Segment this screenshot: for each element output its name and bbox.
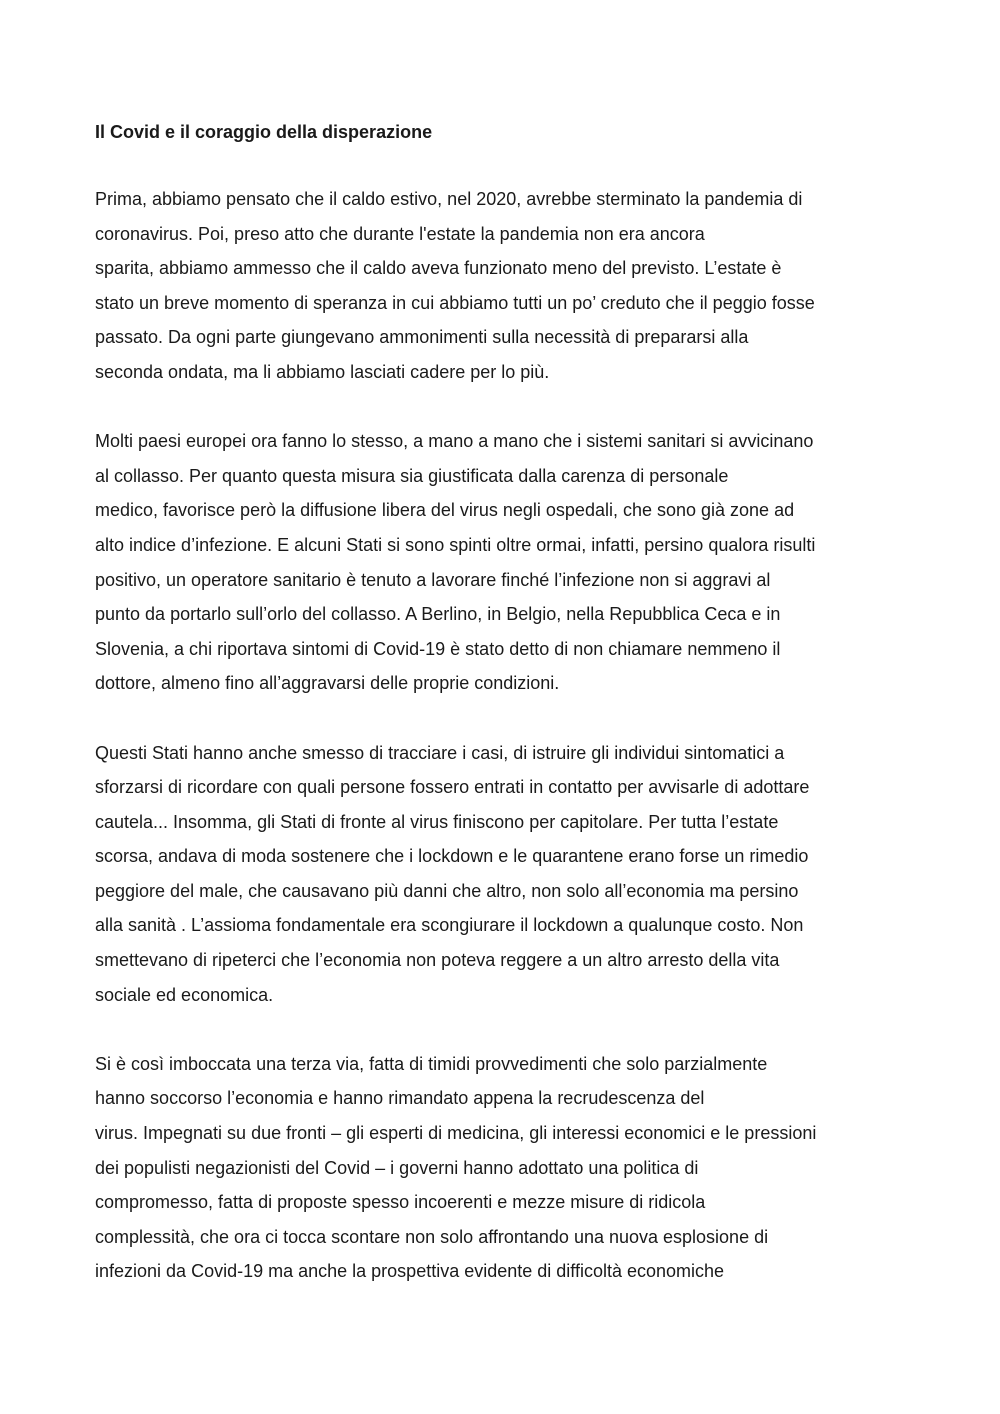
text-line: infezioni da Covid-19 ma anche la prospettiva evidente di difficoltà economiche: [95, 1261, 725, 1282]
text-line: Questi Stati hanno anche smesso di tracciare i casi, di istruire gli individui sintomatici a: [95, 742, 785, 763]
text-line: passato. Da ogni parte giungevano ammonimenti sulla necessità di prepararsi alla: [95, 327, 749, 348]
text-line: scorsa, andava di moda sostenere che i lockdown e le quarantene erano forse un rimedio: [95, 846, 809, 867]
paragraph-2: [95, 424, 915, 701]
paragraph-3: [95, 736, 915, 1013]
paragraph-4: [95, 1047, 915, 1289]
text-line: virus. Impegnati su due fronti – gli esperti di medicina, gli interessi economici e le pressioni: [95, 1123, 817, 1144]
text-line: compromesso, fatta di proposte spesso incoerenti e mezze misure di ridicola: [95, 1192, 706, 1213]
text-line: Molti paesi europei ora fanno lo stesso, a mano a mano che i sistemi sanitari si avvicinano: [95, 431, 814, 452]
text-line: Slovenia, a chi riportava sintomi di Covid-19 è stato detto di non chiamare nemmeno il: [95, 638, 781, 659]
text-line: sforzarsi di ricordare con quali persone fossero entrati in contatto per avvisarle di adottare: [95, 777, 810, 798]
text-line: punto da portarlo sull’orlo del collasso. A Berlino, in Belgio, nella Repubblica Ceca e in: [95, 604, 781, 625]
text-line: stato un breve momento di speranza in cui abbiamo tutti un po’ creduto che il peggio fosse: [95, 292, 815, 313]
text-line: cautela... Insomma, gli Stati di fronte al virus finiscono per capitolare. Per tutta l’estate: [95, 811, 779, 832]
text-line: hanno soccorso l’economia e hanno rimandato appena la recrudescenza del: [95, 1088, 705, 1109]
document-title: Il Covid e il coraggio della disperazione: [95, 122, 433, 142]
text-line: Si è così imboccata una terza via, fatta di timidi provvedimenti che solo parzialmente: [95, 1053, 768, 1074]
text-line: complessità, che ora ci tocca scontare non solo affrontando una nuova esplosione di: [95, 1226, 769, 1247]
text-line: smettevano di ripeterci che l’economia non poteva reggere a un altro arresto della vita: [95, 950, 780, 971]
text-line: sparita, abbiamo ammesso che il caldo aveva funzionato meno del previsto. L’estate è: [95, 258, 782, 279]
text-line: alla sanità . L’assioma fondamentale era scongiurare il lockdown a qualunque costo. Non: [95, 915, 804, 936]
text-line: Prima, abbiamo pensato che il caldo estivo, nel 2020, avrebbe sterminato la pandemia di: [95, 189, 803, 209]
text-line: sociale ed economica.: [95, 984, 274, 1005]
paragraph-1: [95, 182, 915, 390]
document-page: [95, 117, 915, 1324]
text-line: al collasso. Per quanto questa misura sia giustificata dalla carenza di personale: [95, 465, 729, 486]
text-line: positivo, un operatore sanitario è tenuto a lavorare finché l’infezione non si aggravi al: [95, 569, 771, 590]
text-line: dei populisti negazionisti del Covid – i governi hanno adottato una politica di: [95, 1157, 699, 1178]
text-line: seconda ondata, ma li abbiamo lasciati cadere per lo più.: [95, 361, 550, 382]
text-line: medico, favorisce però la diffusione libera del virus negli ospedali, che sono già zone ad: [95, 500, 795, 521]
text-line: coronavirus. Poi, preso atto che durante l'estate la pandemia non era ancora: [95, 223, 705, 244]
text-line: peggiore del male, che causavano più danni che altro, non solo all’economia ma persino: [95, 880, 799, 901]
text-line: dottore, almeno fino all’aggravarsi delle proprie condizioni.: [95, 673, 560, 694]
text-line: alto indice d’infezione. E alcuni Stati si sono spinti oltre ormai, infatti, persino qualora risulti: [95, 534, 816, 555]
